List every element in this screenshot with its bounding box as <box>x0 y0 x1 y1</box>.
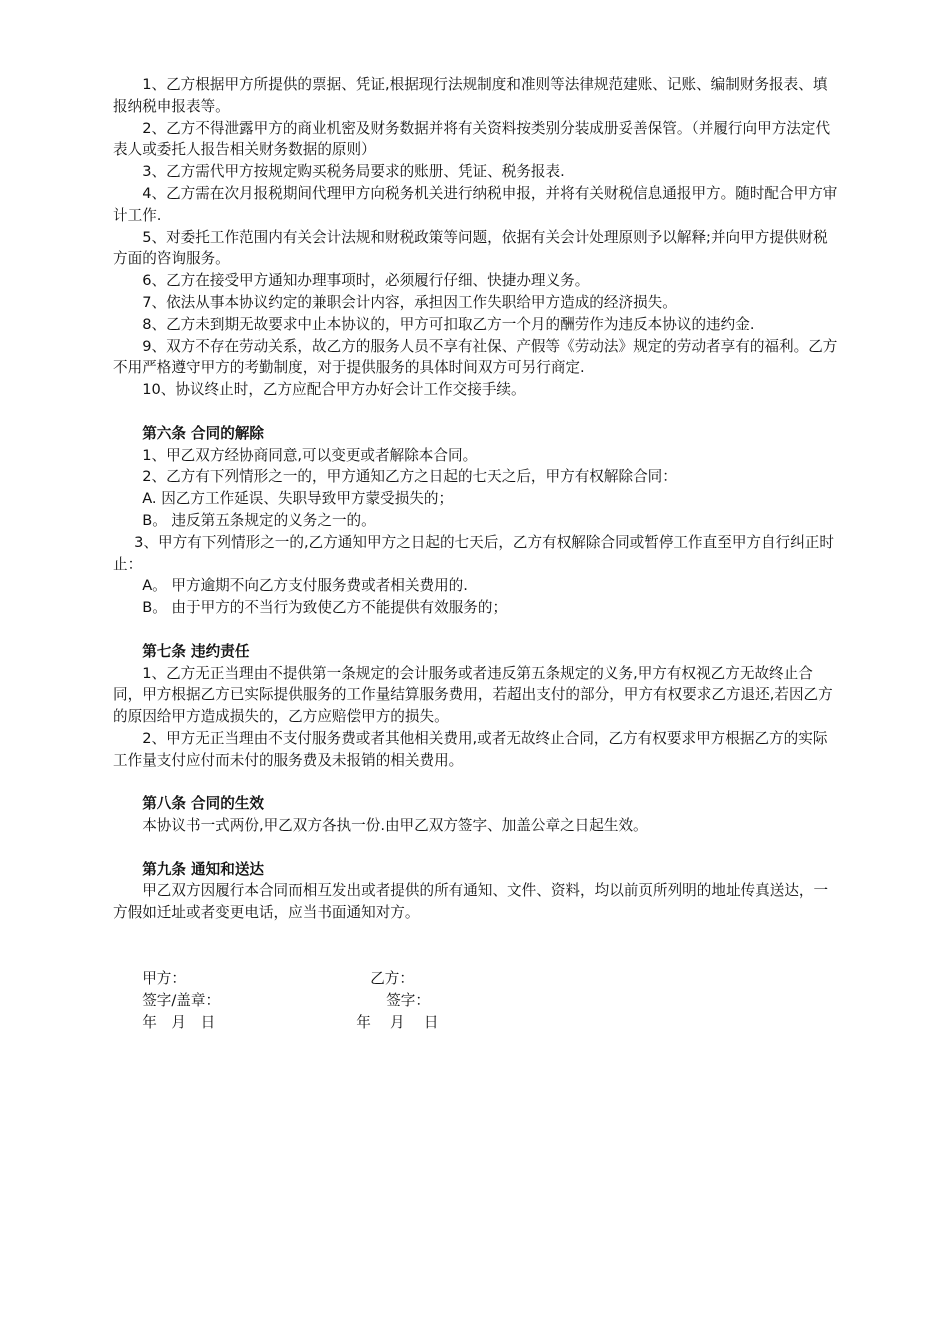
clause-5-item-2: 2、乙方不得泄露甲方的商业机密及财务数据并将有关资料按类别分装成册妥善保管。（并履行向甲方法定代表人或委托人报告相关财务数据的原则） <box>113 119 831 159</box>
clause-6-item-2: 2、乙方有下列情形之一的，甲方通知乙方之日起的七天之后，甲方有权解除合同： <box>142 468 677 486</box>
clause-9-text: 甲乙双方因履行本合同而相互发出或者提供的所有通知、文件、资料，均以前页所列明的地址传真送达，一方假如迁址或者变更电话，应当书面通知对方。 <box>113 882 829 922</box>
section-8-heading: 第八条 合同的生效 <box>142 795 265 813</box>
section-9-heading: 第九条 通知和送达 <box>142 860 265 878</box>
party-a-label: 甲方： <box>142 970 186 988</box>
clause-6-item-3a: A。 甲方逾期不向乙方支付服务费或者相关费用的. <box>142 577 468 595</box>
clause-6-item-3: 3、甲方有下列情形之一的,乙方通知甲方之日起的七天后，乙方有权解除合同或暂停工作直至甲方自行纠正时止： <box>113 533 834 573</box>
clause-5-item-1: 1、乙方根据甲方所提供的票据、凭证,根据现行法规制度和准则等法律规范建账、记账、编制财务报表、填报纳税申报表等。 <box>113 76 828 115</box>
contract-page <box>113 74 840 1033</box>
signature-block <box>113 968 840 1033</box>
clause-5-item-10: 10、协议终止时，乙方应配合甲方办好会计工作交接手续。 <box>142 381 526 399</box>
section-6-heading: 第六条 合同的解除 <box>142 424 265 442</box>
party-a-sign-label: 签字/盖章： <box>142 991 221 1009</box>
party-b-label: 乙方： <box>370 970 414 988</box>
clause-5-item-7: 7、依法从事本协议约定的兼职会计内容，承担因工作失职给甲方造成的经济损失。 <box>142 293 677 311</box>
party-b-date: 年 月 日 <box>356 1013 439 1031</box>
signature-date-row <box>142 1012 840 1034</box>
clause-5-item-9: 9、双方不存在劳动关系，故乙方的服务人员不享有社保、产假等《劳动法》规定的劳动者享有的福利。乙方不用严格遵守甲方的考勤制度，对于提供服务的具体时间双方可另行商定. <box>113 337 838 377</box>
signature-party-row <box>142 968 840 990</box>
clause-5-item-8: 8、乙方未到期无故要求中止本协议的，甲方可扣取乙方一个月的酬劳作为违反本协议的违约金. <box>142 315 755 333</box>
clause-5-item-4: 4、乙方需在次月报税期间代理甲方向税务机关进行纳税申报，并将有关财税信息通报甲方。随时配合甲方审计工作. <box>113 184 838 224</box>
clause-6-item-2b: B。 违反第五条规定的义务之一的。 <box>142 511 376 529</box>
signature-sign-row <box>142 990 840 1012</box>
clause-6-item-2a: A. 因乙方工作延误、失职导致甲方蒙受损失的； <box>142 490 454 508</box>
clause-8-text: 本协议书一式两份,甲乙双方各执一份.由甲乙双方签字、加盖公章之日起生效。 <box>142 817 648 835</box>
party-a-date: 年 月 日 <box>142 1013 216 1031</box>
clause-5-item-6: 6、乙方在接受甲方通知办理事项时，必须履行仔细、快捷办理义务。 <box>142 272 590 290</box>
clause-6-item-1: 1、甲乙双方经协商同意,可以变更或者解除本合同。 <box>142 446 478 464</box>
clause-5-item-3: 3、乙方需代甲方按规定购买税务局要求的账册、凭证、税务报表. <box>142 163 565 181</box>
clause-5-item-5: 5、对委托工作范围内有关会计法规和财税政策等问题，依据有关会计处理原则予以解释;并向甲方提供财税方面的咨询服务。 <box>113 228 828 268</box>
clause-7-item-2: 2、甲方无正当理由不支付服务费或者其他相关费用,或者无故终止合同，乙方有权要求甲方根据乙方的实际工作量支付应付而未付的服务费及未报销的相关费用。 <box>113 729 828 769</box>
party-b-sign-label: 签字： <box>386 991 430 1009</box>
clause-6-item-3b: B。 由于甲方的不当行为致使乙方不能提供有效服务的； <box>142 599 508 617</box>
clause-7-item-1: 1、乙方无正当理由不提供第一条规定的会计服务或者违反第五条规定的义务,甲方有权视乙方无故终止合同，甲方根据乙方已实际提供服务的工作量结算服务费用，若超出支付的部分，甲方有权要求乙方退还,若因乙方的原因给甲方造成损失的，乙方应赔偿甲方的损失。 <box>113 664 833 726</box>
section-7-heading: 第七条 违约责任 <box>142 642 250 660</box>
